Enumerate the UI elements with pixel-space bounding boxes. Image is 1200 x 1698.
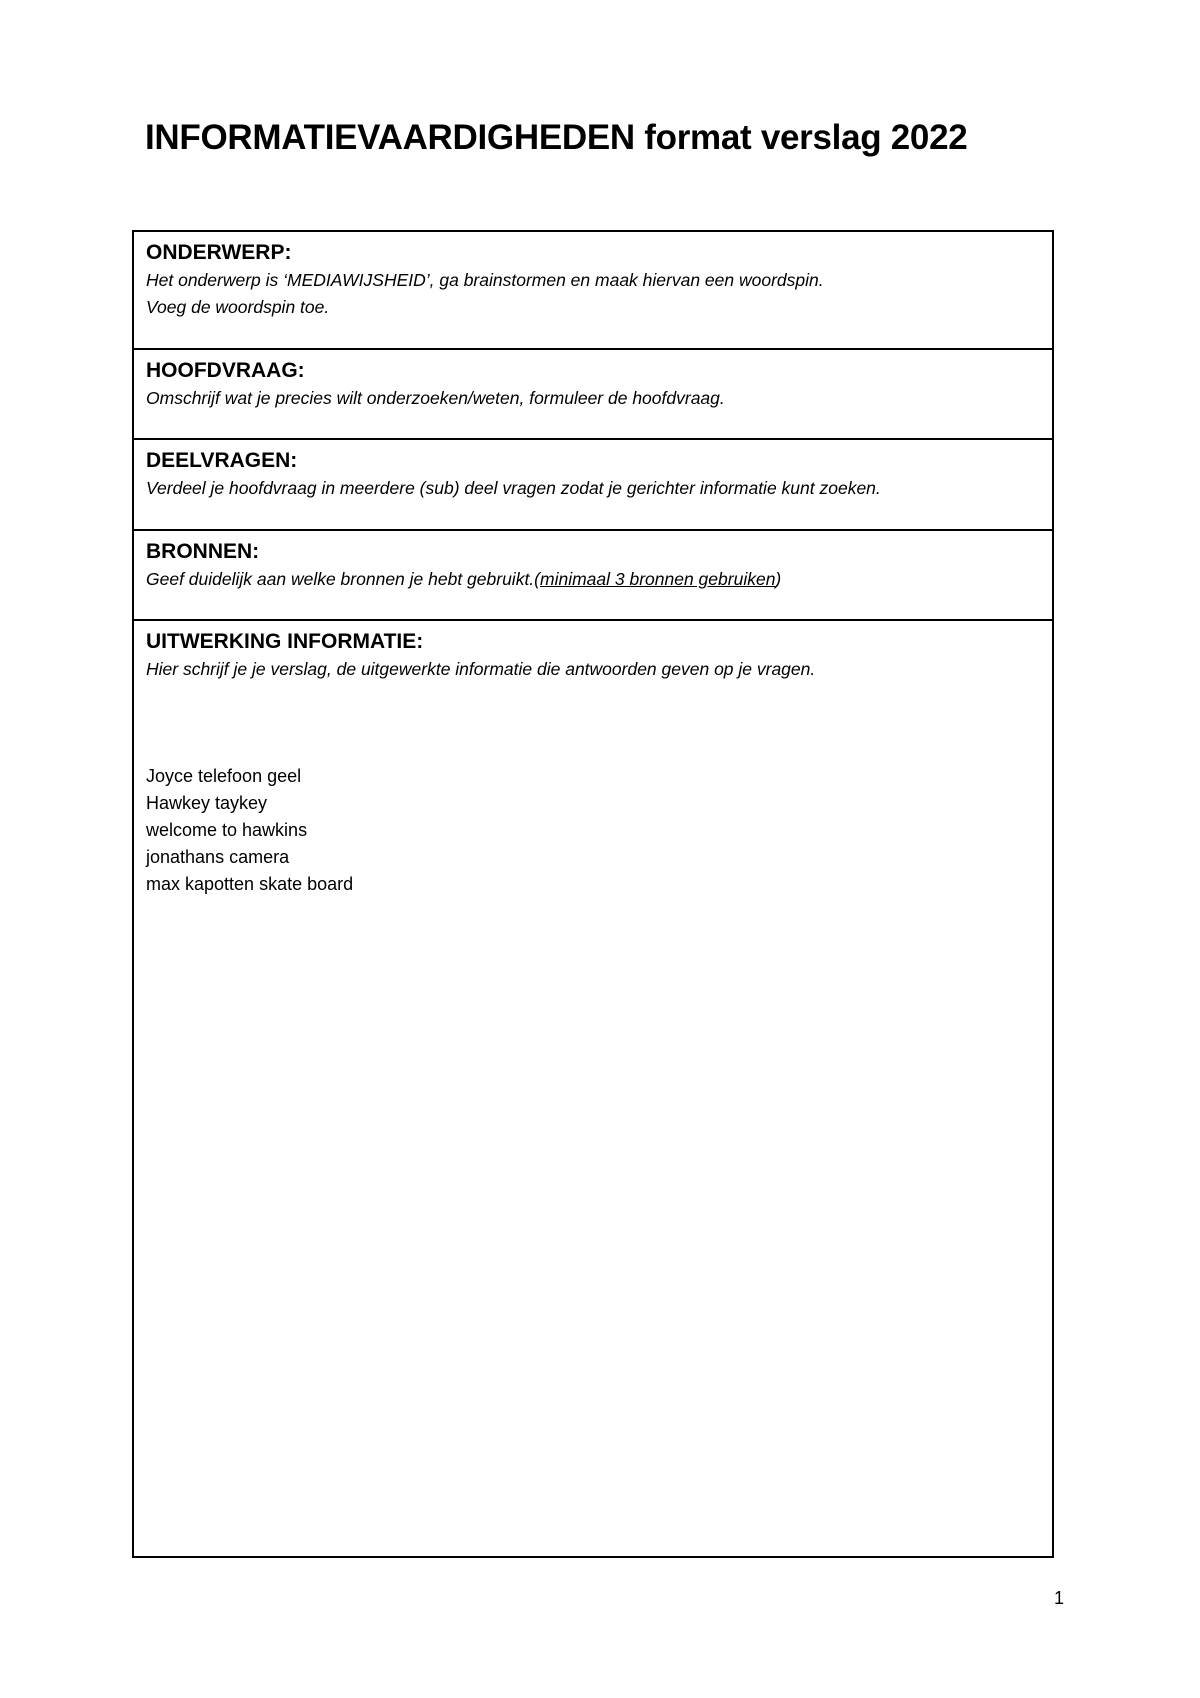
hoofdvraag-heading: HOOFDVRAAG: <box>146 359 305 382</box>
note-line: Joyce telefoon geel <box>146 766 302 786</box>
section-hoofdvraag[interactable] <box>134 350 1052 440</box>
onderwerp-instruction-line-1: Het onderwerp is ‘MEDIAWIJSHEID’, ga brainstormen en maak hiervan een woordspin. <box>146 270 824 290</box>
note-line: welcome to hawkins <box>146 820 308 840</box>
document-title: INFORMATIEVAARDIGHEDEN format verslag 2022 <box>145 118 968 157</box>
uitwerking-heading: UITWERKING INFORMATIE: <box>146 630 424 653</box>
note-line: max kapotten skate board <box>146 874 354 894</box>
section-deelvragen[interactable] <box>134 440 1052 531</box>
note-line: jonathans camera <box>146 847 290 867</box>
bronnen-heading: BRONNEN: <box>146 540 260 563</box>
note-line: Hawkey taykey <box>146 793 268 813</box>
deelvragen-heading: DEELVRAGEN: <box>146 449 298 472</box>
bronnen-instruction-suffix: ) <box>775 569 782 589</box>
deelvragen-instruction: Verdeel je hoofdvraag in meerdere (sub) deel vragen zodat je gerichter informatie kunt zoeken. <box>146 478 881 498</box>
section-onderwerp[interactable] <box>134 232 1052 350</box>
section-uitwerking-informatie[interactable] <box>134 621 1052 1556</box>
bronnen-instruction <box>146 566 1040 593</box>
hoofdvraag-instruction: Omschrijf wat je precies wilt onderzoeken/weten, formuleer de hoofdvraag. <box>146 388 725 408</box>
page-number: 1 <box>1054 1588 1065 1608</box>
uitwerking-instruction: Hier schrijf je je verslag, de uitgewerkte informatie die antwoorden geven op je vragen. <box>146 659 816 679</box>
report-form-table <box>132 230 1054 1558</box>
bronnen-instruction-prefix: Geef duidelijk aan welke bronnen je hebt gebruikt.( <box>146 569 540 589</box>
uitwerking-notes <box>146 763 1040 898</box>
bronnen-minimum-requirement: minimaal 3 bronnen gebruiken <box>540 569 776 589</box>
section-bronnen[interactable] <box>134 531 1052 621</box>
onderwerp-instruction-line-2: Voeg de woordspin toe. <box>146 297 330 317</box>
onderwerp-heading: ONDERWERP: <box>146 241 292 264</box>
